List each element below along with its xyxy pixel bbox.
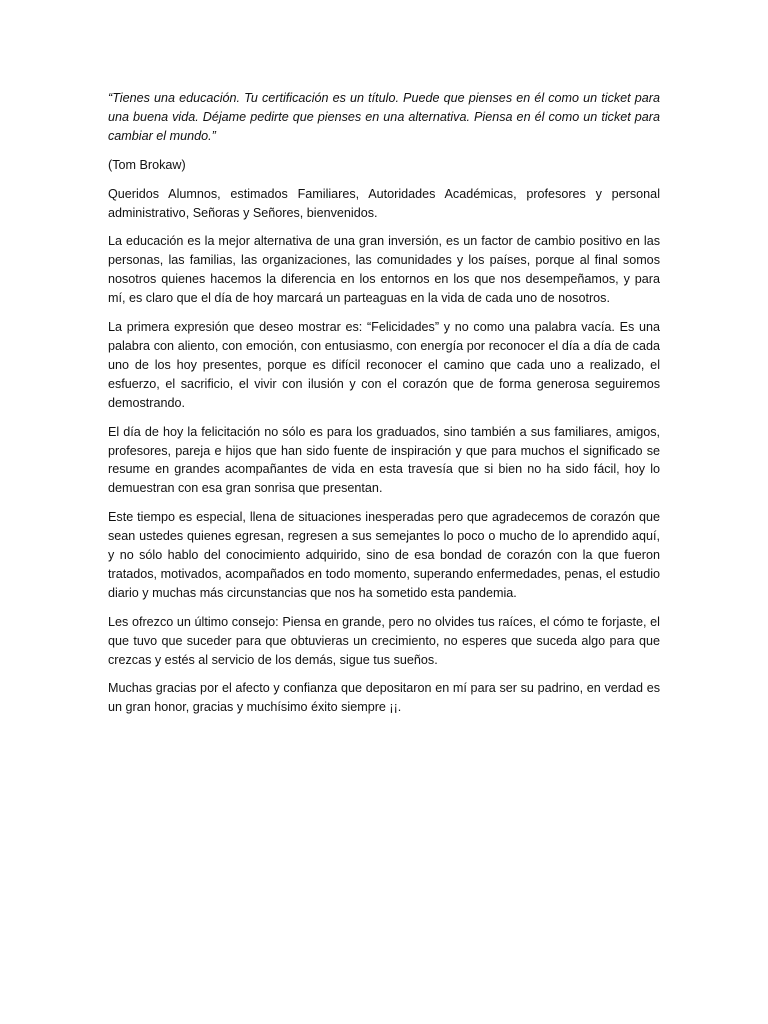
paragraph-greeting: Queridos Alumnos, estimados Familiares, Autoridades Académicas, profesores y personal administrativo, Señoras y Señores, bienvenidos. [108,186,660,220]
paragraph-families: El día de hoy la felicitación no sólo es para los graduados, sino también a sus familiares, amigos, profesores, pareja e hijos que han sido fuente de inspiración y que para muchos el significado se resume en grandes acompañantes de vida en esta travesía que si bien no ha sido fácil, hoy lo demuestran con esa gran sonrisa que presentan. [108,424,660,496]
paragraph-thanks: Muchas gracias por el afecto y confianza que depositaron en mí para ser su padrino, en verdad es un gran honor, gracias y muchísimo éxito siempre ¡¡. [108,681,660,715]
paragraph-congratulations: La primera expresión que deseo mostrar es: “Felicidades” y no como una palabra vacía. Es una palabra con aliento, con emoción, con entusiasmo, con energía por reconocer el día a día de cada uno de los hoy presentes, porque es difícil reconocer el camino que cada uno a realizado, el esfuerzo, el sacrificio, el vivir con ilusión y con el corazón que de forma generosa seguiremos demostrando. [108,320,660,410]
paragraph-special-time: Este tiempo es especial, llena de situaciones inesperadas pero que agradecemos de corazón que sean ustedes quienes egresan, regresen a sus semejantes lo poco o mucho de lo aprendido aquí, y no sólo hablo del conocimiento adquirido, sino de esa bondad de corazón con la que fueron tratados, motivados, acompañados en todo momento, superando enfermedades, penas, el estudio diario y muchas más circunstancias que nos ha sometido esta pandemia. [108,510,660,600]
opening-quote: “Tienes una educación. Tu certificación es un título. Puede que pienses en él como un ticket para una buena vida. Déjame pedirte que pienses en una alternativa. Piensa en él como un ticket para cambiar el mundo.” [108,91,660,143]
quote-attribution: (Tom Brokaw) [108,157,186,172]
paragraph-education: La educación es la mejor alternativa de una gran inversión, es un factor de cambio positivo en las personas, las familias, las organizaciones, las comunidades y los países, porque al final somos nosotros quienes hacemos la diferencia en los entornos en los que nos desempeñamos, y para mí, es claro que el día de hoy marcará un parteaguas en la vida de cada uno de nosotros. [108,234,660,306]
paragraph-advice: Les ofrezco un último consejo: Piensa en grande, pero no olvides tus raíces, el cómo te forjaste, el que tuvo que suceder para que obtuvieras un crecimiento, no esperes que suceda algo para que crezcas y estés al servicio de los demás, sigue tus sueños. [108,614,660,667]
document-page [108,89,660,727]
